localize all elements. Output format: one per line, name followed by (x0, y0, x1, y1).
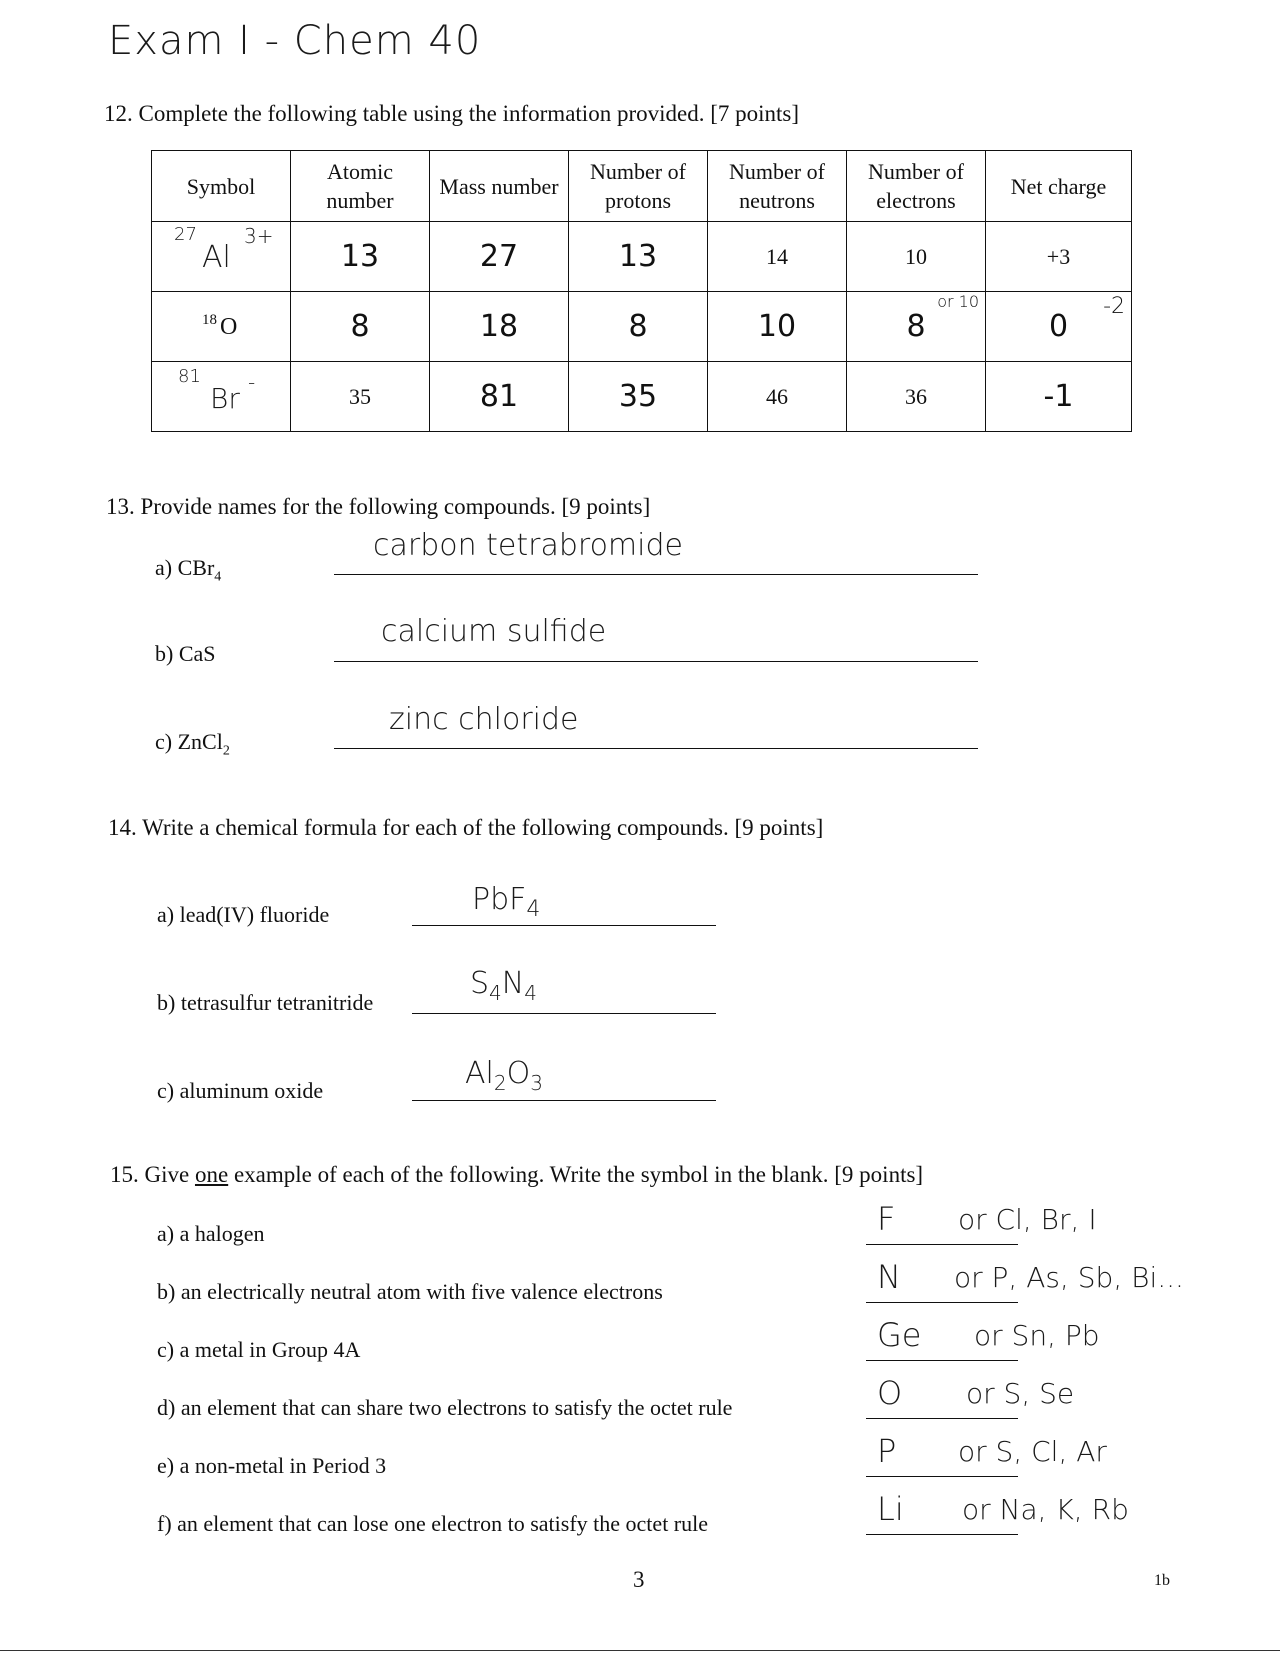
electrons-cell: 10 (847, 222, 986, 292)
q13-answer-c: zinc chloride (389, 702, 579, 737)
item-label: c) (157, 1078, 175, 1103)
q15-blank-b (866, 1302, 1018, 1303)
q13-answer-b: calcium sulfide (381, 614, 607, 649)
compound-formula: CaS (178, 641, 216, 666)
item-label: c) (157, 1337, 175, 1362)
formula-subscript: 3 (530, 1071, 543, 1095)
exam-title: Exam I - Chem 40 (108, 18, 482, 64)
page-bottom-edge (0, 1650, 1280, 1651)
q15-blank-c (866, 1360, 1018, 1361)
symbol-cell (152, 292, 291, 362)
header-electrons: Number of electrons (847, 151, 986, 222)
q15-item-e (157, 1453, 386, 1479)
formula-subscript: 2 (493, 1071, 507, 1095)
formula-part: Al (465, 1056, 494, 1091)
symbol-cell (152, 222, 291, 292)
q15-answer-b: N (877, 1258, 901, 1296)
item-label: e) (157, 1453, 175, 1478)
q12-number: 12. (104, 101, 133, 126)
q15-prompt-underlined: one (194, 1162, 229, 1187)
item-label: f) (157, 1511, 172, 1536)
item-label: a) (157, 1221, 175, 1246)
q15-item-c (157, 1337, 360, 1363)
item-label: a) (155, 555, 173, 580)
q13-item-a (155, 555, 221, 585)
q13-blank-b (334, 661, 978, 662)
item-label: c) (155, 729, 173, 754)
compound-name: aluminum oxide (179, 1078, 324, 1103)
compound-formula: ZnCl (177, 729, 223, 754)
formula-part: O (506, 1056, 531, 1091)
net-charge-cell: +3 (986, 222, 1132, 292)
q14-prompt: Write a chemical formula for each of the following compounds. (142, 815, 729, 840)
item-label: b) (155, 641, 174, 666)
q14-blank-b (412, 1013, 716, 1014)
formula-subscript: 4 (526, 897, 541, 922)
q12-points: [7 points] (710, 101, 800, 126)
q15-points: [9 points] (834, 1162, 924, 1187)
q15-answer-c: Ge (877, 1316, 922, 1354)
header-neutrons: Number of neutrons (708, 151, 847, 222)
q15-blank-a (866, 1244, 1018, 1245)
q14-blank-a (412, 925, 716, 926)
q15-answer-d: O (877, 1374, 903, 1412)
atomic-number-cell: 8 (291, 292, 430, 362)
formula-part: PbF (472, 882, 527, 917)
q13-heading (106, 494, 650, 520)
electrons-value: 8 (906, 309, 926, 344)
page-number: 3 (633, 1567, 645, 1592)
q14-item-c (157, 1078, 323, 1104)
q13-item-c (155, 729, 230, 759)
neutrons-cell: 14 (708, 222, 847, 292)
q13-blank-a (334, 574, 978, 575)
item-text: a halogen (179, 1221, 265, 1246)
compound-name: tetrasulfur tetranitride (180, 990, 374, 1015)
q15-item-a (157, 1221, 265, 1247)
mass-number-cell: 18 (430, 292, 569, 362)
q13-blank-c (334, 748, 978, 749)
formula-subscript: 4 (214, 569, 222, 585)
q13-prompt: Provide names for the following compounds. (140, 494, 556, 519)
q15-blank-d (866, 1418, 1018, 1419)
mass-superscript: 27 (174, 224, 197, 245)
net-charge-alt-note: -2 (1103, 294, 1125, 319)
formula-part: S (470, 966, 490, 1001)
q15-heading (110, 1162, 923, 1188)
protons-cell: 13 (569, 222, 708, 292)
table-row (152, 292, 1132, 362)
symbol-cell (152, 362, 291, 432)
header-protons: Number of protons (569, 151, 708, 222)
item-label: d) (157, 1395, 176, 1420)
q15-blank-f (866, 1534, 1018, 1535)
q12-heading (104, 101, 799, 127)
q15-alt-d: or S, Se (966, 1377, 1075, 1410)
q14-number: 14. (108, 815, 137, 840)
q15-alt-a: or Cl, Br, I (958, 1203, 1097, 1236)
header-mass-number: Mass number (430, 151, 569, 222)
q15-item-f (157, 1511, 708, 1537)
net-charge-cell: -1 (986, 362, 1132, 432)
q15-alt-b: or P, As, Sb, Bi... (954, 1261, 1184, 1294)
atomic-number-cell: 35 (291, 362, 430, 432)
q12-prompt: Complete the following table using the information provided. (138, 101, 705, 126)
q13-answer-a: carbon tetrabromide (373, 528, 683, 563)
item-text: an element that can share two electrons to satisfy the octet rule (180, 1395, 733, 1420)
item-label: a) (157, 902, 175, 927)
q14-points: [9 points] (734, 815, 824, 840)
q14-answer-b (470, 966, 537, 1005)
q14-item-b (157, 990, 373, 1016)
q15-alt-f: or Na, K, Rb (962, 1493, 1129, 1526)
item-label: b) (157, 990, 176, 1015)
formula-subscript: 4 (489, 981, 502, 1005)
compound-formula: CBr (177, 555, 215, 580)
header-atomic-number: Atomic number (291, 151, 430, 222)
compound-name: lead(IV) fluoride (179, 902, 330, 927)
mass-number-cell: 27 (430, 222, 569, 292)
q15-item-b (157, 1279, 663, 1305)
charge-superscript: - (248, 370, 256, 394)
protons-cell: 35 (569, 362, 708, 432)
header-net-charge: Net charge (986, 151, 1132, 222)
neutrons-cell: 10 (708, 292, 847, 362)
electrons-alt-note: or 10 (937, 292, 979, 311)
element-symbol: O (220, 314, 238, 340)
mass-superscript: 18 (202, 312, 217, 328)
q15-prompt-pre: Give (144, 1162, 195, 1187)
q15-answer-e: P (877, 1432, 897, 1470)
net-charge-cell (986, 292, 1132, 362)
item-text: a non-metal in Period 3 (179, 1453, 387, 1478)
q14-answer-a (472, 882, 540, 922)
mass-superscript: 81 (178, 366, 201, 387)
item-text: an element that can lose one electron to satisfy the octet rule (177, 1511, 709, 1536)
q15-answer-f: Li (877, 1490, 904, 1528)
corner-mark: 1b (1154, 1572, 1170, 1589)
atomic-number-cell: 13 (291, 222, 430, 292)
mass-number-cell: 81 (430, 362, 569, 432)
formula-subscript: 2 (222, 743, 230, 759)
q14-heading (108, 815, 823, 841)
item-label: b) (157, 1279, 176, 1304)
q15-number: 15. (110, 1162, 139, 1187)
q15-blank-e (866, 1476, 1018, 1477)
table-row (152, 222, 1132, 292)
electrons-cell: 36 (847, 362, 986, 432)
q15-alt-c: or Sn, Pb (974, 1319, 1100, 1352)
charge-superscript: 3+ (244, 224, 274, 248)
neutrons-cell: 46 (708, 362, 847, 432)
q15-answer-a: F (877, 1200, 896, 1238)
item-text: a metal in Group 4A (179, 1337, 361, 1362)
q15-alt-e: or S, Cl, Ar (958, 1435, 1107, 1468)
q13-points: [9 points] (561, 494, 651, 519)
formula-part: N (501, 966, 525, 1001)
header-symbol: Symbol (152, 151, 291, 222)
table-row (152, 362, 1132, 432)
table-header-row (152, 151, 1132, 222)
protons-cell: 8 (569, 292, 708, 362)
q14-answer-c (465, 1056, 543, 1095)
item-text: an electrically neutral atom with five valence electrons (180, 1279, 663, 1304)
net-charge-value: 0 (1048, 309, 1069, 344)
q14-blank-c (412, 1100, 716, 1101)
electrons-cell (847, 292, 986, 362)
q15-item-d (157, 1395, 732, 1421)
q13-number: 13. (106, 494, 135, 519)
element-symbol: Br (210, 382, 240, 415)
q14-item-a (157, 902, 329, 928)
formula-subscript: 4 (524, 981, 537, 1005)
q15-prompt-post: example of each of the following. Write the symbol in the blank. (228, 1162, 829, 1187)
element-symbol: Al (202, 240, 231, 275)
q12-table (151, 150, 1132, 432)
q13-item-b (155, 641, 216, 667)
